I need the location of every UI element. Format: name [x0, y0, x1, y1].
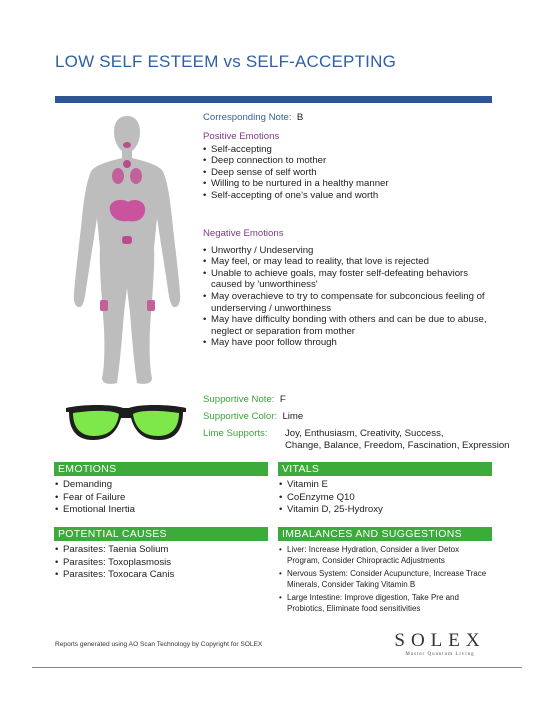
body-silhouette	[74, 116, 180, 384]
list-item: • Vitamin D, 25-Hydroxy	[279, 504, 383, 517]
list-item: • Demanding	[55, 479, 135, 492]
corresponding-note-value: B	[296, 112, 304, 123]
supportive-note	[203, 394, 286, 406]
list-item: • Deep sense of self worth	[203, 167, 389, 179]
left-thigh-point	[100, 300, 108, 311]
lime-glasses-icon	[63, 398, 189, 446]
list-item: • May have difficulty bonding with others and can be due to abuse, neglect or separation from mother	[203, 314, 493, 337]
list-item: • Self-accepting of one's value and worth	[203, 190, 389, 202]
list-item: • May feel, or may lead to reality, that love is rejected	[203, 256, 493, 268]
vitals-heading: VITALS	[278, 462, 492, 476]
vitals-list	[279, 479, 383, 517]
logo-wordmark: SOLEX	[394, 630, 486, 651]
lime-supports-label: Lime Supports:	[203, 428, 268, 439]
list-item: • Deep connection to mother	[203, 155, 389, 167]
list-item: • Unworthy / Undeserving	[203, 245, 493, 257]
supportive-color-value: Lime	[282, 411, 304, 422]
emotions-heading: EMOTIONS	[54, 462, 268, 476]
potential-causes-list	[55, 544, 174, 582]
footer-copyright: Reports generated using AO Scan Technology by Copyright for SOLEX	[55, 641, 263, 648]
human-body-illustration	[62, 108, 192, 388]
footer-divider	[32, 667, 522, 668]
list-item: • Parasites: Toxocara Canis	[55, 569, 174, 582]
positive-emotions-list	[203, 144, 389, 202]
potential-causes-heading: POTENTIAL CAUSES	[54, 527, 268, 541]
list-item: • Unable to achieve goals, may foster self-defeating behaviors caused by 'unworthiness'	[203, 268, 493, 291]
list-item: • Parasites: Toxoplasmosis	[55, 557, 174, 570]
supportive-color	[203, 411, 303, 423]
right-thigh-point	[147, 300, 155, 311]
list-item: • Parasites: Taenia Solium	[55, 544, 174, 557]
lime-supports-line-1: Joy, Enthusiasm, Creativity, Success,	[285, 428, 444, 439]
corresponding-note-label: Corresponding Note:	[203, 112, 292, 123]
page-title: LOW SELF ESTEEM vs SELF-ACCEPTING	[55, 52, 396, 71]
lung-left-organ	[112, 168, 124, 184]
supportive-color-label: Supportive Color:	[203, 411, 278, 422]
list-item: • Self-accepting	[203, 144, 389, 156]
thymus-organ	[123, 160, 131, 168]
lime-supports	[203, 428, 533, 451]
title-divider	[55, 96, 492, 103]
supportive-note-value: F	[279, 394, 286, 405]
list-item: • May have poor follow through	[203, 337, 493, 349]
logo-tagline: Master Quantum Living	[405, 652, 475, 657]
positive-emotions-heading: Positive Emotions	[203, 131, 280, 142]
list-item: • Liver: Increase Hydration, Consider a liver Detox Program, Consider Chiropractic Adjustments	[279, 545, 489, 566]
list-item: • CoEnzyme Q10	[279, 492, 383, 505]
imbalances-heading: IMBALANCES AND SUGGESTIONS	[278, 527, 492, 541]
list-item: • Fear of Failure	[55, 492, 135, 505]
supportive-note-label: Supportive Note:	[203, 394, 275, 405]
list-item: • Emotional Inertia	[55, 504, 135, 517]
thyroid-organ	[123, 142, 131, 148]
negative-emotions-heading: Negative Emotions	[203, 228, 284, 239]
intestine-organ	[110, 200, 145, 222]
solex-logo	[386, 627, 494, 657]
negative-emotions-section	[203, 228, 493, 349]
corresponding-note	[203, 112, 303, 124]
list-item: • Willing to be nurtured in a healthy manner	[203, 178, 389, 190]
list-item: • Vitamin E	[279, 479, 383, 492]
list-item: • Large Intestine: Improve digestion, Take Pre and Probiotics, Eliminate food sensitivities	[279, 593, 489, 614]
emotions-list	[55, 479, 135, 517]
lime-supports-line-2: Change, Balance, Freedom, Fascination, Expression	[285, 439, 510, 451]
pelvic-organ	[122, 236, 132, 244]
lung-right-organ	[130, 168, 142, 184]
negative-emotions-list	[203, 245, 493, 349]
positive-emotions-section	[203, 131, 389, 202]
list-item: • May overachieve to try to compensate for subconcious feeling of underserving / unworthiness	[203, 291, 493, 314]
imbalances-list	[279, 545, 489, 618]
list-item: • Nervous System: Consider Acupuncture, Increase Trace Minerals, Consider Taking Vitamin B	[279, 569, 489, 590]
lime-supports-values	[285, 428, 510, 451]
